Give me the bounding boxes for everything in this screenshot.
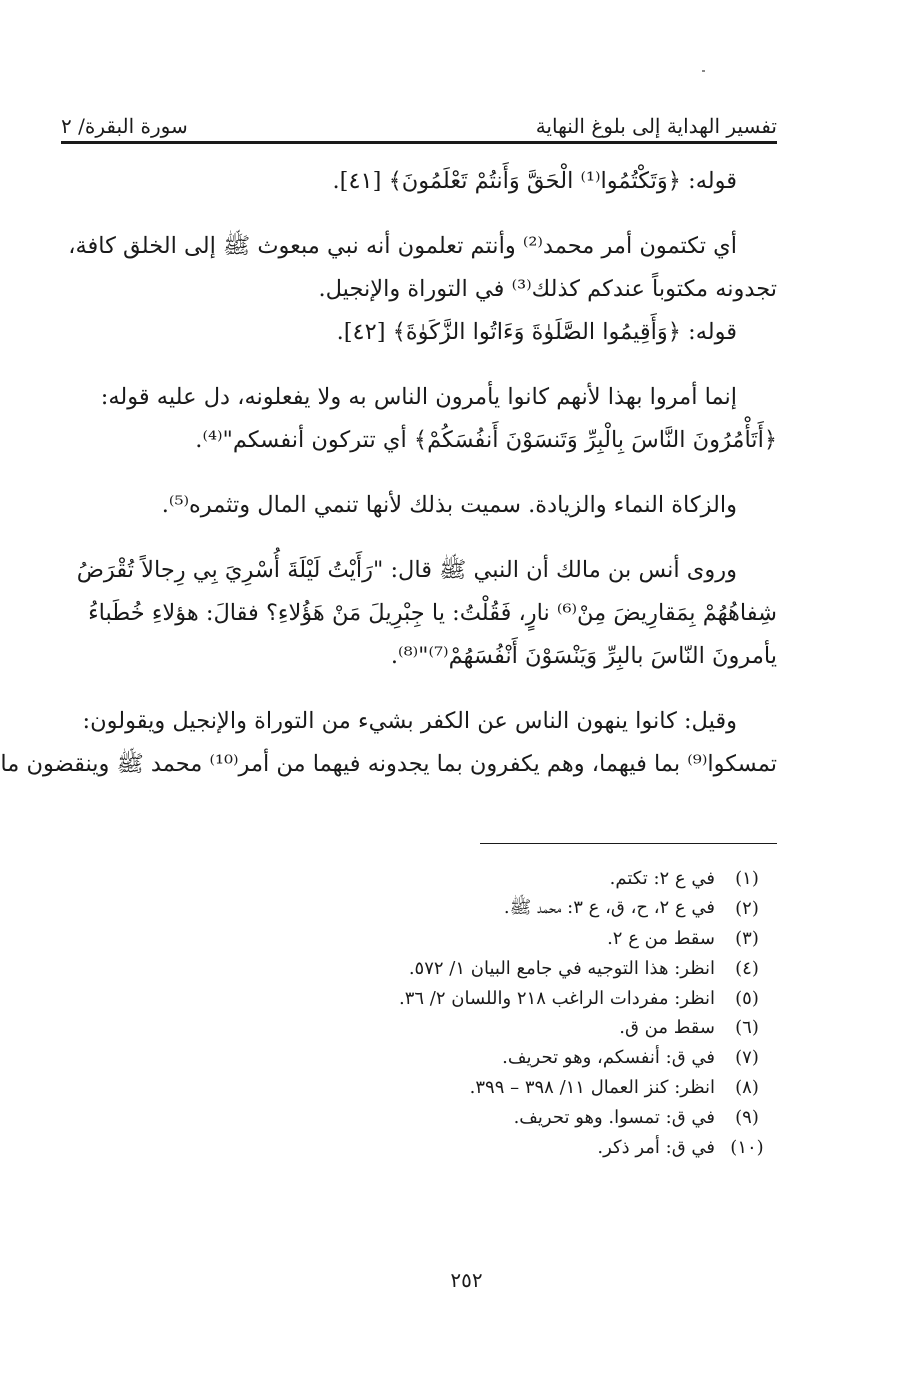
footnote-text: انظر: كنز العمال ١١/ ٣٩٨ – ٣٩٩. [469, 1076, 715, 1098]
page-number: ٢٥٢ [450, 1268, 483, 1292]
footnote-separator [480, 843, 777, 844]
footnote [61, 953, 779, 983]
paragraph-gap [61, 354, 777, 376]
footnote-text: سقط من ع ٢. [607, 927, 715, 949]
footnote [61, 1043, 779, 1073]
header-rule [61, 141, 777, 144]
footnote-number: (٣) [735, 927, 759, 949]
text-line: والزكاة النماء والزيادة. سميت بذلك لأنها تنمي المال وتثمره⁽⁵⁾. [161, 492, 737, 518]
footnote [61, 924, 779, 954]
footnote-text: في ق: تمسوا. وهو تحريف. [513, 1106, 715, 1128]
hadith-line: شِفاهُهُمْ بِمَقارِيضَ مِنْ⁽⁶⁾ نارٍ، فَقُلْتُ: يا جِبْرِيلَ مَنْ هَؤُلاءِ؟ فقالَ: هؤلاءِ خُطَباءُ [88, 600, 777, 626]
footnote-text: في ع ٢، ح، ق، ع ٣: محمد ﷺ. [503, 896, 715, 918]
running-header [61, 98, 777, 138]
main-text [0, 160, 777, 786]
text-line: تمسكوا⁽⁹⁾ بما فيهما، وهم يكفرون بما يجدونه فيهما من أمر⁽¹⁰⁾ محمد ﷺ وينقضون ما [0, 751, 777, 777]
footnote-text: في ق: أنفسكم، وهو تحريف. [502, 1047, 715, 1069]
paragraph-gap [61, 462, 777, 484]
footnotes [61, 864, 779, 1162]
footnote [61, 1013, 779, 1043]
text-line: أي تكتمون أمر محمد⁽²⁾ وأنتم تعلمون أنه نبي مبعوث ﷺ إلى الخلق كافة، [68, 233, 737, 259]
footnote [61, 894, 779, 924]
footnote-number: (١) [735, 868, 759, 890]
paragraph-gap [61, 203, 777, 225]
footnote-text: في ق: أمر ذكر. [597, 1136, 715, 1158]
verse-42-heading: قوله: ﴿وَأَقِيمُوا الصَّلَوٰةَ وَءَاتُوا الزَّكَوٰةَ﴾ [٤٢]. [336, 319, 737, 345]
hadith-line: يأمرونَ النّاسَ بالبِرِّ وَيَنْسَوْنَ أَنْفُسَهُمْ⁽⁷⁾"⁽⁸⁾. [390, 643, 777, 669]
footnote-text: سقط من ق. [619, 1017, 715, 1039]
footnote-number: (٢) [735, 898, 759, 920]
footnote-number: (١٠) [730, 1136, 764, 1158]
hadith-line: وروى أنس بن مالك أن النبي ﷺ قال: "رَأَيْتُ لَيْلَةَ أُسْرِيَ بِي رِجالاً تُقْرَضُ [76, 557, 737, 583]
scan-speck [702, 70, 705, 72]
book-title: تفسير الهداية إلى بلوغ النهاية [535, 114, 777, 138]
footnote [61, 864, 779, 894]
paragraph-gap [61, 527, 777, 549]
surah-label: سورة البقرة/ ٢ [61, 114, 188, 138]
footnote-number: (٤) [735, 957, 759, 979]
footnote-text: في ع ٢: تكتم. [609, 868, 715, 890]
footnote [61, 1073, 779, 1103]
footnote-text: انظر: هذا التوجيه في جامع البيان ١/ ٥٧٢. [408, 957, 715, 979]
text-line: وقيل: كانوا ينهون الناس عن الكفر بشيء من التوراة والإنجيل ويقولون: [82, 708, 737, 734]
footnote [61, 983, 779, 1013]
footnote-number: (٧) [735, 1047, 759, 1069]
text-line: تجدونه مكتوباً عندكم كذلك⁽³⁾ في التوراة والإنجيل. [318, 276, 777, 302]
footnote [61, 1102, 779, 1132]
footnote [61, 1132, 779, 1162]
footnote-number: (٦) [735, 1017, 759, 1039]
verse-41-heading: قوله: ﴿وَتَكْتُمُوا⁽¹⁾ الْحَقَّ وَأَنتُمْ تَعْلَمُونَ﴾ [٤١]. [332, 168, 737, 194]
footnote-text: انظر: مفردات الراغب ٢١٨ واللسان ٢/ ٣٦. [399, 987, 715, 1009]
footnote-number: (٥) [735, 987, 759, 1009]
footnote-number: (٨) [735, 1076, 759, 1098]
text-line: إنما أمروا بهذا لأنهم كانوا يأمرون الناس به ولا يفعلونه، دل عليه قوله: [100, 384, 737, 410]
text-line: ﴿أَتَأْمُرُونَ النَّاسَ بِالْبِرِّ وَتَنسَوْنَ أَنفُسَكُمْ﴾ أي تتركون أنفسكم"⁽⁴⁾. [195, 427, 777, 453]
footnote-number: (٩) [735, 1106, 759, 1128]
paragraph-gap [61, 678, 777, 700]
